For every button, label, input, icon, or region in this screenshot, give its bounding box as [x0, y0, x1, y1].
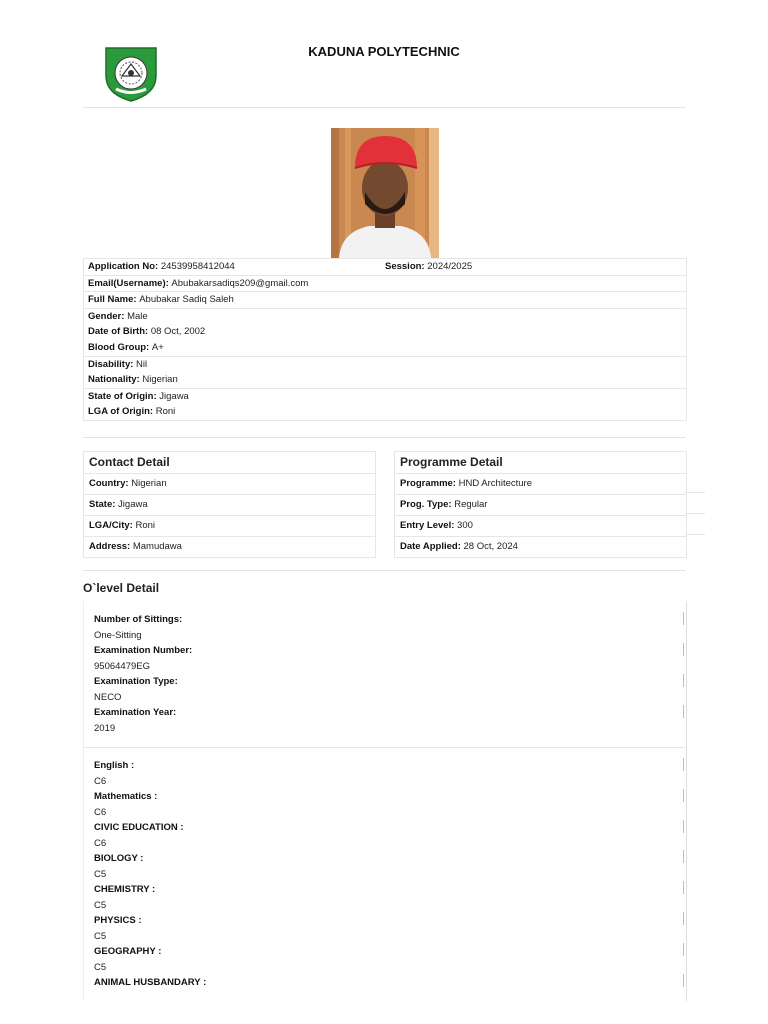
gender-value: Male: [127, 310, 148, 322]
subject-grade: C6: [94, 775, 107, 787]
contact-lga-row: LGA/City: Roni: [84, 515, 375, 536]
programme-detail-title: Programme Detail: [400, 455, 503, 469]
sitting-value: 2019: [94, 722, 116, 734]
divider: [83, 107, 686, 108]
row-tick: [683, 789, 684, 802]
state-of-origin-row: State of Origin: Jigawa: [84, 388, 686, 405]
gender-row: Gender: Male: [84, 308, 686, 325]
page-title: KADUNA POLYTECHNIC: [308, 44, 460, 59]
applicant-info-table: [83, 258, 687, 421]
subject-grade: C5: [94, 930, 107, 942]
subject-grade: C5: [94, 961, 107, 973]
session-value: 2024/2025: [427, 261, 473, 272]
subject-grade: C6: [94, 837, 107, 849]
blood-group-value: A+: [151, 341, 164, 353]
subject-label: GEOGRAPHY :: [94, 946, 162, 957]
olevel-title: O`level Detail: [83, 581, 160, 595]
subject-grade: C5: [94, 868, 107, 880]
contact-country-row: Country: Nigerian: [84, 473, 375, 494]
row-tick: [683, 820, 684, 833]
subject-grade: C6: [94, 806, 107, 818]
disability-value: Nil: [136, 358, 148, 370]
state-of-origin-value: Jigawa: [159, 390, 189, 402]
email-value: Abubakarsadiqs209@gmail.com: [171, 277, 309, 289]
subject-results: [94, 758, 654, 991]
sitting-label: Examination Number:: [94, 645, 193, 656]
divider: [83, 437, 686, 438]
application-row: Application No: 24539958412044 Session: 2024/2025: [88, 261, 473, 272]
sitting-label: Number of Sittings:: [94, 614, 183, 625]
blood-group-row: Blood Group: A+: [84, 340, 686, 356]
date-applied-row: Date Applied: 28 Oct, 2024: [395, 536, 686, 557]
sitting-label: Examination Type:: [94, 676, 178, 687]
row-tick: [683, 912, 684, 925]
lga-of-origin-row: LGA of Origin: Roni: [84, 404, 686, 420]
subject-label: CHEMISTRY :: [94, 884, 156, 895]
row-tick: [683, 612, 684, 625]
dob-row: Date of Birth: 08 Oct, 2002: [84, 324, 686, 340]
row-tick: [683, 643, 684, 656]
contact-state-row: State: Jigawa: [84, 494, 375, 515]
divider: [83, 570, 686, 571]
row-tick: [683, 758, 684, 771]
contact-detail-card: [83, 451, 376, 558]
programme-type-row: Prog. Type: Regular: [395, 494, 686, 515]
row-tick: [683, 943, 684, 956]
application-number: 24539958412044: [160, 261, 235, 272]
sitting-value: One-Sitting: [94, 629, 142, 641]
subject-label: Mathematics :: [94, 791, 158, 802]
subject-label: CIVIC EDUCATION :: [94, 822, 184, 833]
subject-label: PHYSICS :: [94, 915, 142, 926]
divider: [685, 492, 705, 493]
contact-detail-title: Contact Detail: [89, 455, 170, 469]
contact-address-row: Address: Mamudawa: [84, 536, 375, 557]
programme-detail-card: [394, 451, 687, 558]
sitting-info: [94, 612, 654, 736]
subject-label: ANIMAL HUSBANDARY :: [94, 977, 207, 988]
full-name-value: Abubakar Sadiq Saleh: [139, 294, 234, 306]
nationality-row: Nationality: Nigerian: [84, 372, 686, 388]
entry-level-row: Entry Level: 300: [395, 515, 686, 536]
row-tick: [683, 881, 684, 894]
row-tick: [683, 974, 684, 987]
sitting-value: 95064479EG: [94, 660, 150, 672]
subject-grade: C5: [94, 899, 107, 911]
lga-of-origin-value: Roni: [155, 406, 176, 418]
row-tick: [683, 705, 684, 718]
subject-label: BIOLOGY :: [94, 853, 144, 864]
row-tick: [683, 850, 684, 863]
subject-label: English :: [94, 760, 135, 771]
passport-photo: [331, 128, 439, 258]
full-name-row: Full Name: Abubakar Sadiq Saleh: [84, 291, 686, 308]
divider: [685, 534, 705, 535]
row-tick: [683, 674, 684, 687]
divider: [84, 747, 685, 748]
olevel-detail-panel: [83, 601, 687, 1001]
sitting-value: NECO: [94, 691, 122, 703]
sitting-label: Examination Year:: [94, 707, 177, 718]
divider: [685, 513, 705, 514]
dob-value: 08 Oct, 2002: [150, 326, 206, 338]
email-row: Email(Username): Abubakarsadiqs209@gmail.com: [84, 275, 686, 292]
programme-row: Programme: HND Architecture: [395, 473, 686, 494]
nationality-value: Nigerian: [142, 374, 178, 386]
disability-row: Disability: Nil: [84, 356, 686, 373]
